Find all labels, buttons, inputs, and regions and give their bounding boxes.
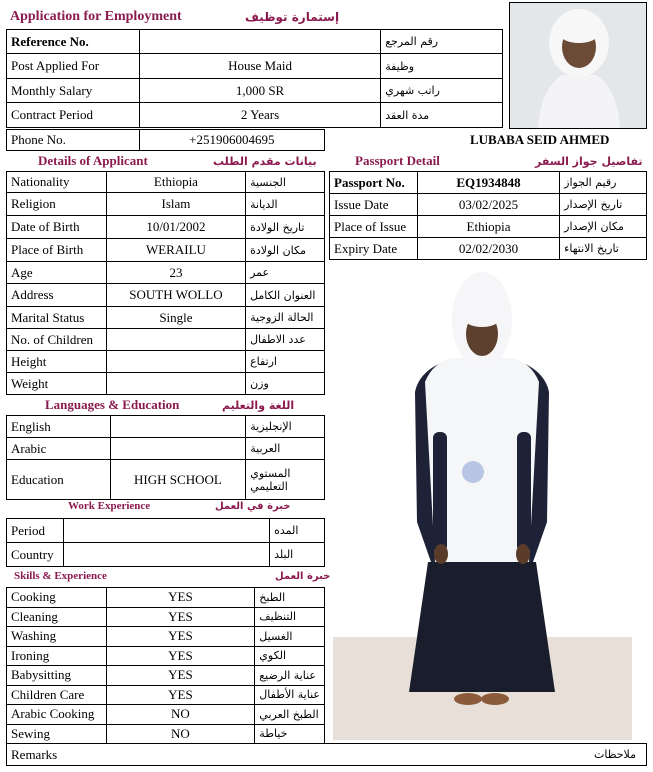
education-label-ar-2: التعليمي [250,479,288,493]
label-en: English [7,416,111,438]
label-ar: تاريخ الانتهاء [560,238,647,260]
label-ar: عدد الاطفال [246,329,325,351]
work-section-title-ar: خبرة في العمل [215,500,291,512]
passport-section-title-ar: تفاصيل جواز السفر [535,154,643,168]
value: WERAILU [106,239,245,262]
value [63,519,269,543]
work-table [6,518,325,567]
label-en: Contract Period [7,103,140,128]
table-row [7,103,503,128]
value: YES [106,607,255,627]
remarks-box [6,743,647,766]
label-en: Post Applied For [7,54,140,79]
value: YES [106,646,255,666]
phone-label: Phone No. [7,130,140,151]
label-ar: خياطة [255,724,325,744]
label-ar: الكوي [255,646,325,666]
form-title: Application for Employment [10,9,182,24]
label-ar: الإنجليزية [246,416,325,438]
person-portrait-icon [510,3,647,129]
label-en: Sewing [7,724,107,744]
value: 23 [106,262,245,284]
label-en: Height [7,351,107,373]
value [106,373,245,395]
value [110,416,246,438]
label-ar: وزن [246,373,325,395]
value [106,329,245,351]
label-ar: عناية الرضيع [255,666,325,686]
value: EQ1934848 [417,172,559,194]
passport-table [329,171,647,260]
skills-table [6,587,325,744]
label-ar: راتب شهري [381,79,503,103]
label-en: Expiry Date [330,238,418,260]
label-ar: الديانة [246,193,325,216]
label-en: Religion [7,193,107,216]
value [63,543,269,567]
label-ar: البلد [270,543,325,567]
applicant-table [6,171,325,395]
value: SOUTH WOLLO [106,284,245,307]
value: House Maid [139,54,380,79]
value: 2 Years [139,103,380,128]
value: 02/02/2030 [417,238,559,260]
label-ar: عمر [246,262,325,284]
remarks-label-ar: ملاحظات [594,748,636,761]
skills-section-title-ar: خبرة العمل [275,570,331,582]
applicant-name: LUBABA SEID AHMED [470,132,610,147]
languages-section-title-ar: اللغة والتعليم [222,398,295,412]
value: YES [106,685,255,705]
full-body-photo [333,262,632,740]
label-en: Cooking [7,588,107,608]
table-row [7,79,503,103]
table-row [7,30,503,54]
value: YES [106,666,255,686]
value: Ethiopia [106,172,245,193]
phone-value: +251906004695 [139,130,324,151]
languages-table [6,415,325,500]
label-en: Children Care [7,685,107,705]
label-en: Ironing [7,646,107,666]
education-label-ar-1: المستوي [250,466,291,480]
value [106,351,245,373]
label-ar: الطبخ العربي [255,705,325,725]
portrait-photo [509,2,647,129]
value: Single [106,307,245,329]
phone-table [6,129,325,151]
label-ar: مدة العقد [381,103,503,128]
value: Islam [106,193,245,216]
label-en: Weight [7,373,107,395]
label-en: Arabic [7,438,111,460]
label-en: Country [7,543,64,567]
applicant-section-title: Details of Applicant [38,153,148,168]
value: 1,000 SR [139,79,380,103]
label-en: Date of Birth [7,216,107,239]
label-en: Place of Issue [330,216,418,238]
value: NO [106,724,255,744]
label-en: Marital Status [7,307,107,329]
label-ar: مكان الإصدار [560,216,647,238]
label-en: Place of Birth [7,239,107,262]
label-en: Monthly Salary [7,79,140,103]
label-ar: ارتفاع [246,351,325,373]
work-section-title: Work Experience [68,500,151,512]
label-en: Babysitting [7,666,107,686]
label-ar: الجنسية [246,172,325,193]
label-en: Issue Date [330,194,418,216]
label-ar: العنوان الكامل [246,284,325,307]
label-en: Reference No. [7,30,140,54]
label-en: Washing [7,627,107,647]
label-ar: مكان الولادة [246,239,325,262]
label-en: Address [7,284,107,307]
skills-section-title: Skills & Experience [14,570,107,582]
label-en: Passport No. [330,172,418,194]
label-en: Cleaning [7,607,107,627]
passport-section-title: Passport Detail [355,153,440,168]
value: HIGH SCHOOL [110,460,246,500]
languages-section-title: Languages & Education [45,397,180,412]
value: Ethiopia [417,216,559,238]
value: YES [106,588,255,608]
applicant-section-title-ar: بيانات مقدم الطلب [213,154,317,168]
label-en: Education [7,460,111,500]
label-ar: عناية الأطفال [255,685,325,705]
value: 03/02/2025 [417,194,559,216]
label-ar: التنظيف [255,607,325,627]
table-row [7,54,503,79]
label-ar: وظيفة [381,54,503,79]
person-full-body-icon [333,262,632,740]
label-ar: رقيم الجواز [560,172,647,194]
label-en: Arabic Cooking [7,705,107,725]
top-table [6,29,503,128]
label-ar: تاريخ الإصدار [560,194,647,216]
label-en: Age [7,262,107,284]
form-title-ar: إستمارة توظيف [245,10,340,24]
label-ar: الغسيل [255,627,325,647]
label-en: Period [7,519,64,543]
label-ar: رقم المرجع [381,30,503,54]
label-ar [246,460,325,500]
label-en: Nationality [7,172,107,193]
value: 10/01/2002 [106,216,245,239]
label-ar: تاريخ الولادة [246,216,325,239]
label-ar: العربية [246,438,325,460]
value: NO [106,705,255,725]
label-en: No. of Children [7,329,107,351]
label-ar: المده [270,519,325,543]
label-ar: الحالة الزوجية [246,307,325,329]
value: YES [106,627,255,647]
label-ar: الطبخ [255,588,325,608]
remarks-label: Remarks [11,746,58,762]
value [139,30,380,54]
value [110,438,246,460]
